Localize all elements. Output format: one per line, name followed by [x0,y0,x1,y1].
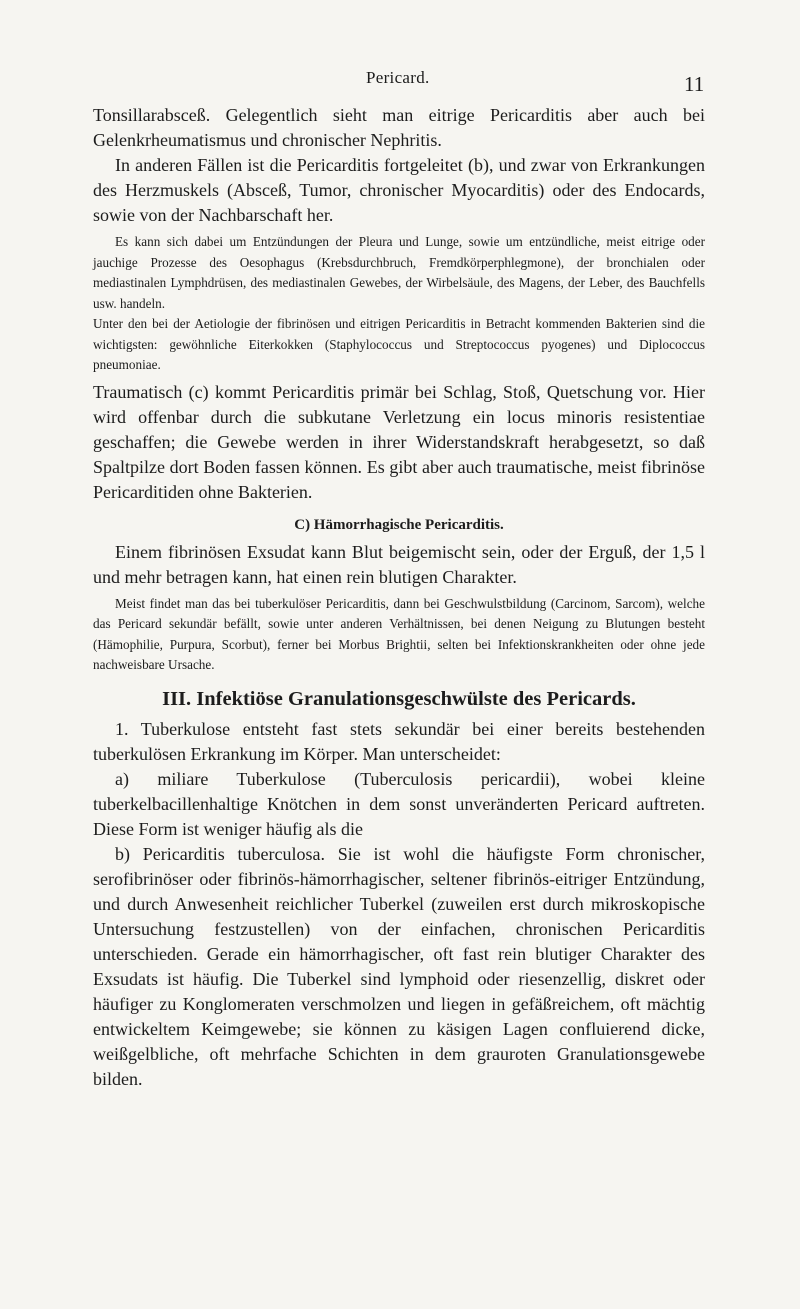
paragraph-pericarditis-tuberculosa: b) Pericarditis tuberculosa. Sie ist wohl die häufigste Form chronischer, serofibrinöser oder fibrinös-hämorrhagischer, seltener fibrinös-eitriger Entzündung, und durch Anwesenheit reichlicher Tuberkel (zuweilen erst durch mikroskopische Untersuchung festzustellen) von der einfachen, chronischen Pericarditis unterschieden. Gerade ein hämorrhagischer, oft fast rein blutiger Charakter des Exsudats ist häufig. Die Tuberkel sind lymphoid oder riesenzellig, diskret oder häufiger zu Konglomeraten verschmolzen und liegen in gefäßreichem, oft mächtig entwickeltem Keimgewebe; sie können zu käsigen Lagen confluierend dicke, weißgelbliche, oft mehrfache Schichten in dem grauroten Granulationsgewebe bilden. [93,843,705,1089]
small-paragraph-bakterien: Unter den bei der Aetiologie der fibrinösen und eitrigen Pericarditis in Betracht kommenden Bakterien sind die wichtigsten: gewöhnliche Eiterkokken (Staphylococcus und Streptococcus pyogenes) und Diplococcus pneumoniae. [93,316,705,372]
paragraph-fibrinoes: Einem fibrinösen Exsudat kann Blut beigemischt sein, oder der Erguß, der 1,5 l und mehr betragen kann, hat einen rein blutigen Charakter. [93,541,705,587]
chapter-heading-granulation: III. Infektiöse Granulationsgeschwülste des Pericards. [162,687,636,710]
paragraph-fortgeleitet: In anderen Fällen ist die Pericarditis fortgeleitet (b), und zwar von Erkrankungen des Herzmuskels (Absceß, Tumor, chronischer Myocarditis) oder des Endocards, sowie von der Nachbarschaft her. [93,155,705,225]
running-head: Pericard. [366,68,430,87]
section-heading-haemorrhagische: C) Hämorrhagische Pericarditis. [294,516,504,533]
paragraph-miliare: a) miliare Tuberkulose (Tuberculosis pericardii), wobei kleine tuberkelbacillenhaltige Knötchen in dem sonst unveränderten Pericard auftreten. Diese Form ist weniger häufig als die [93,768,705,839]
small-paragraph-entzuendungen: Es kann sich dabei um Entzündungen der Pleura und Lunge, sowie um entzündliche, meist eitrige oder jauchige Prozesse des Oesophagus (Krebsdurchbruch, Fremdkörperphlegmone), der bronchialen oder mediastinalen Lymphdrüsen, des mediastinalen Gewebes, der Wirbelsäule, des Magens, der Leber, des Bauchfells usw. handeln. [93,234,705,311]
page-header [0,68,800,96]
page-number: 11 [684,72,705,96]
page-body [93,103,705,1092]
paragraph-tuberkulose: 1. Tuberkulose entsteht fast stets sekundär bei einer bereits bestehenden tuberkulösen Erkrankung im Körper. Man unterscheidet: [93,718,705,764]
paragraph-tonsillar: Tonsillarabsceß. Gelegentlich sieht man eitrige Pericarditis aber auch bei Gelenkrheumatismus und chronischer Nephritis. [93,105,705,150]
paragraph-traumatisch: Traumatisch (c) kommt Pericarditis primär bei Schlag, Stoß, Quetschung vor. Hier wird offenbar durch die subkutane Verletzung ein locus minoris resistentiae geschaffen; die Gewebe werden in ihrer Widerstandskraft herabgesetzt, so daß Spaltpilze dort Boden fassen können. Es gibt aber auch traumatische, meist fibrinöse Pericarditiden ohne Bakterien. [93,381,705,502]
small-paragraph-tuberkuloes: Meist findet man das bei tuberkulöser Pericarditis, dann bei Geschwulstbildung (Carcinom, Sarcom), welche das Pericard sekundär befällt, sowie unter anderen Verhältnissen, bei denen Neigung zu Blutungen besteht (Hämophilie, Purpura, Scorbut), ferner bei Morbus Brightii, selten bei Infektionskrankheiten oder ohne jede nachweisbare Ursache. [93,595,705,672]
